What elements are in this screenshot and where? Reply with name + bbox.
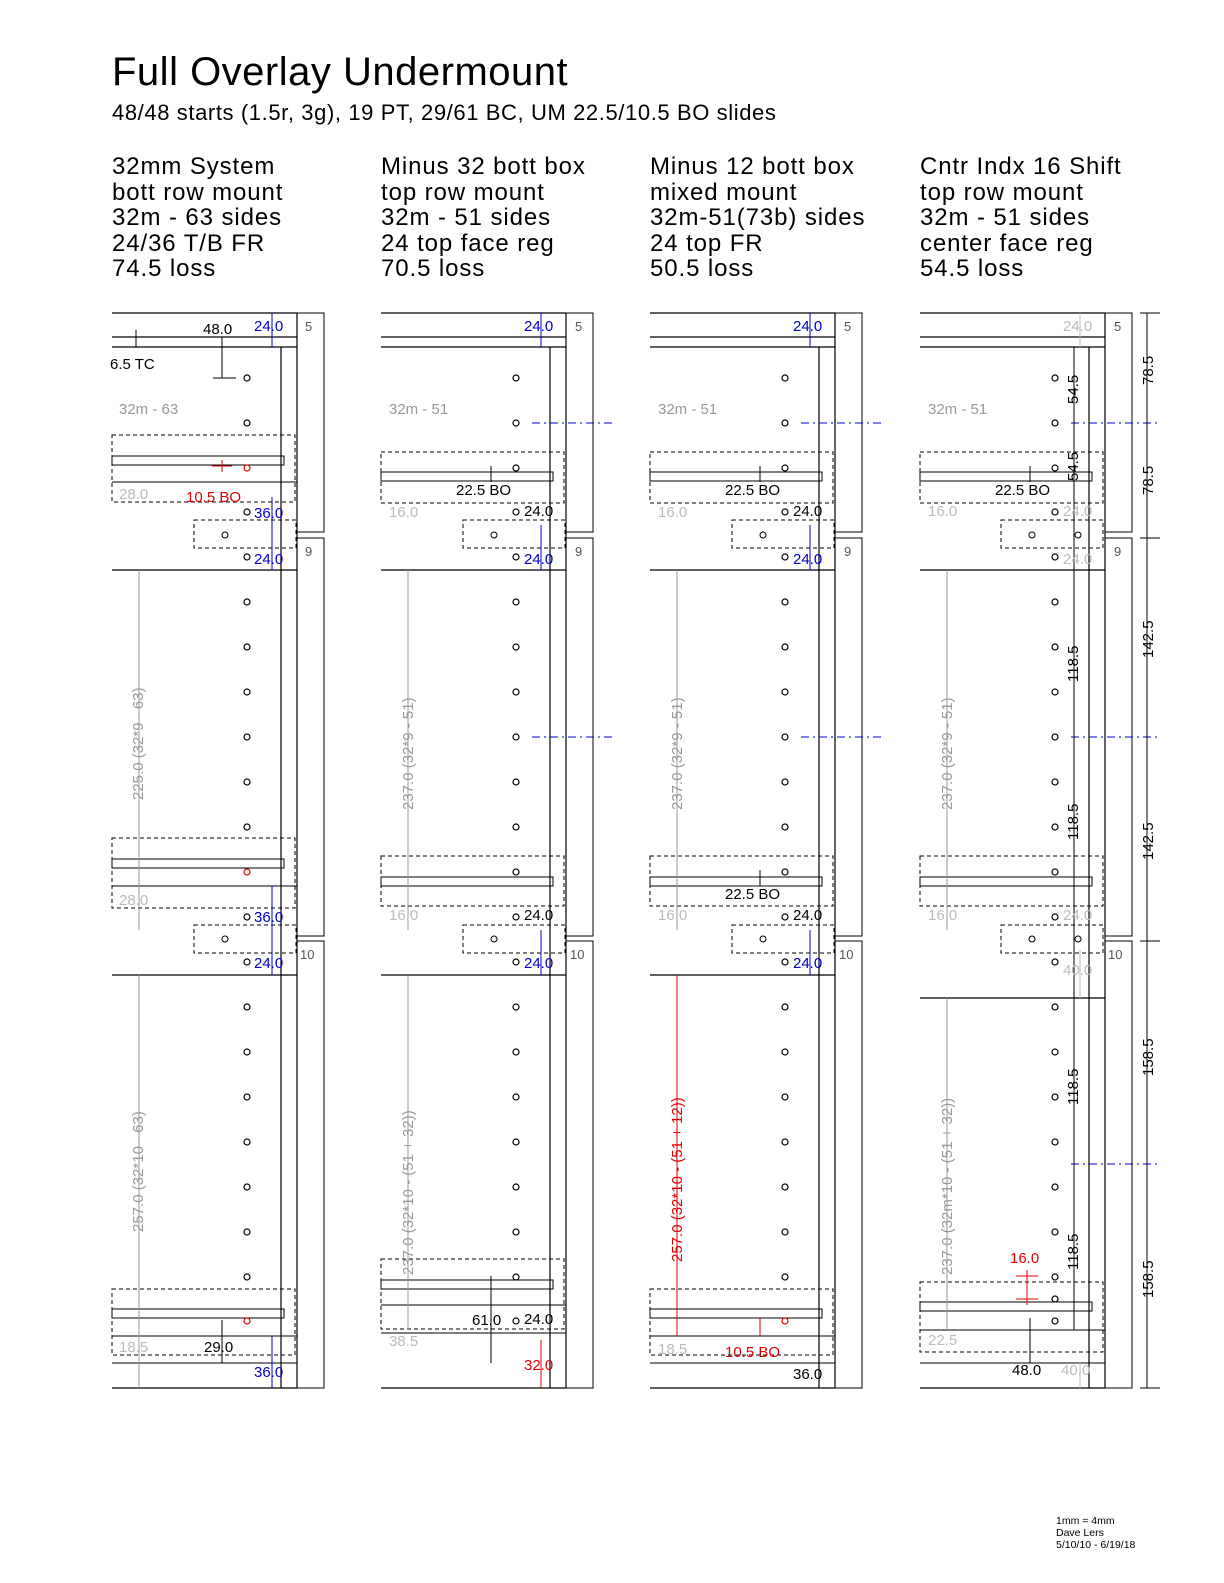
drawer-number: 9 xyxy=(575,544,583,559)
dim-label: 257.0 (32*10 - (51 + 12)) xyxy=(669,1097,686,1262)
header-line: top row mount xyxy=(920,178,1084,206)
header-line: center face reg xyxy=(920,229,1094,257)
dim-label: 61.0 xyxy=(472,1312,502,1329)
drawer-face-5 xyxy=(297,313,324,532)
dim-label: 257.0 (32*10 - 63) xyxy=(130,1111,147,1232)
dim-label: 10.5 BO xyxy=(725,1344,781,1361)
drawer-face-10 xyxy=(297,941,324,1388)
dim-label: 48.0 xyxy=(1012,1362,1042,1379)
dim-label: 24.0 xyxy=(254,318,284,335)
header-line: 24 top face reg xyxy=(381,229,555,257)
column-4-drawing xyxy=(920,313,1160,1388)
drawer-number: 5 xyxy=(844,319,852,334)
drawer-number: 10 xyxy=(1108,947,1123,962)
drawer-face-10 xyxy=(566,941,593,1388)
dim-label: 36.0 xyxy=(254,505,284,522)
dim-label: 24.0 xyxy=(524,955,554,972)
dim-label: 118.5 xyxy=(1065,1233,1082,1270)
dim-label: 118.5 xyxy=(1065,1068,1082,1105)
dim-label: 24.0 xyxy=(524,551,554,568)
dim-label: 16.0 xyxy=(1010,1250,1040,1267)
dim-label: 36.0 xyxy=(254,1364,284,1381)
page-title: Full Overlay Undermount xyxy=(112,50,569,94)
dim-label: 16.0 xyxy=(389,907,419,924)
side-label: 32m - 51 xyxy=(928,401,988,418)
dim-label: 16.0 xyxy=(389,504,419,521)
dim-label: 18.5 xyxy=(658,1341,688,1358)
dim-label: 24.0 xyxy=(793,955,823,972)
header-line: bott row mount xyxy=(112,178,284,206)
header-line: Cntr Indx 16 Shift xyxy=(920,153,1122,180)
dim-label: 24.0 xyxy=(1063,503,1093,520)
dim-label: 32.0 xyxy=(524,1357,554,1374)
side-label: 32m - 63 xyxy=(119,401,179,418)
dim-label: 78.5 xyxy=(1140,355,1157,385)
header-line: 74.5 loss xyxy=(112,255,217,283)
header-line: Minus 32 bott box xyxy=(381,153,586,180)
dim-label: 22.5 BO xyxy=(456,482,512,499)
author: Dave Lers xyxy=(1056,1527,1104,1539)
drawer-number: 10 xyxy=(570,947,585,962)
dim-label: 54.5 xyxy=(1065,451,1082,481)
dim-label: 10.5 BO xyxy=(186,489,242,506)
dim-label: 16.0 xyxy=(658,907,688,924)
dim-label: 237.0 (32*9 - 51) xyxy=(669,697,686,810)
dim-label: 28.0 xyxy=(119,486,149,503)
dim-label: 29.0 xyxy=(204,1339,234,1356)
page-subtitle: 48/48 starts (1.5r, 3g), 19 PT, 29/61 BC, UM 22.5/10.5 BO slides xyxy=(112,100,777,125)
dim-label: 24.0 xyxy=(793,551,823,568)
dim-label: 225.0 (32*9 - 63) xyxy=(130,687,147,800)
drawer-number: 9 xyxy=(305,544,313,559)
dim-label: 24.0 xyxy=(793,907,823,924)
scale-note: 1mm = 4mm xyxy=(1056,1515,1115,1527)
drawer-number: 5 xyxy=(305,319,313,334)
dim-label: 16.0 xyxy=(928,907,958,924)
header-line: 32mm System xyxy=(112,153,276,180)
side-label: 32m - 51 xyxy=(658,401,718,418)
dim-label: 24.0 xyxy=(254,551,284,568)
dim-label: 142.5 xyxy=(1140,822,1157,860)
dim-label: 18.5 xyxy=(119,1339,149,1356)
dim-label: 158.5 xyxy=(1140,1260,1157,1298)
header-line: 32m - 63 sides xyxy=(112,204,283,232)
dim-label: 237.0 (32m*10 - (51 + 32)) xyxy=(939,1097,956,1275)
dim-label: 78.5 xyxy=(1140,465,1157,495)
header-line: 24/36 T/B FR xyxy=(112,229,266,257)
dim-label: 36.0 xyxy=(793,1366,823,1383)
dim-label: 22.5 xyxy=(928,1332,958,1349)
dim-label: 16.0 xyxy=(928,503,958,520)
dim-label: 24.0 xyxy=(1063,551,1093,568)
dim-label: 40.0 xyxy=(1061,1362,1091,1379)
drawing-footer xyxy=(1056,1515,1135,1551)
drawer-number: 9 xyxy=(1114,544,1122,559)
header-line: 24 top FR xyxy=(650,229,764,257)
dim-label: 24.0 xyxy=(793,318,823,335)
column-3-drawing xyxy=(650,313,884,1388)
dim-label: 48.0 xyxy=(203,321,233,338)
header-line: 32m - 51 sides xyxy=(920,204,1091,232)
header-line: Minus 12 bott box xyxy=(650,153,855,180)
dim-label: 6.5 TC xyxy=(110,356,155,373)
drawer-face-9 xyxy=(297,538,324,936)
drawer-number: 10 xyxy=(839,947,854,962)
drawer-number: 9 xyxy=(844,544,852,559)
dim-label: 24.0 xyxy=(524,1311,554,1328)
dim-label: 24.0 xyxy=(524,318,554,335)
header-line: 32m-51(73b) sides xyxy=(650,204,866,232)
dim-label: 24.0 xyxy=(524,503,554,520)
dim-label: 24.0 xyxy=(1063,907,1093,924)
dim-label: 22.5 BO xyxy=(995,482,1051,499)
dim-label: 158.5 xyxy=(1140,1038,1157,1076)
dim-label: 24.0 xyxy=(1063,318,1093,335)
dim-label: 142.5 xyxy=(1140,620,1157,658)
dim-label: 24.0 xyxy=(254,955,284,972)
dim-label: 24.0 xyxy=(524,907,554,924)
drawer-face-10 xyxy=(835,941,862,1388)
drawer-number: 5 xyxy=(575,319,583,334)
dim-label: 118.5 xyxy=(1065,645,1082,682)
header-line: 50.5 loss xyxy=(650,255,755,283)
date-range: 5/10/10 - 6/19/18 xyxy=(1056,1539,1136,1551)
dim-label: 16.0 xyxy=(658,504,688,521)
dim-label: 237.0 (32*10 - (51 + 32)) xyxy=(400,1110,417,1275)
dim-label: 28.0 xyxy=(119,892,149,909)
side-label: 32m - 51 xyxy=(389,401,449,418)
dim-label: 24.0 xyxy=(793,503,823,520)
system-holes xyxy=(1052,375,1058,1324)
dim-label: 22.5 BO xyxy=(725,482,781,499)
column-2-drawing xyxy=(381,313,614,1388)
header-line: mixed mount xyxy=(650,178,798,206)
dim-label: 40.0 xyxy=(1063,962,1093,979)
header-line: top row mount xyxy=(381,178,545,206)
drawer-number: 10 xyxy=(300,947,315,962)
header-line: 32m - 51 sides xyxy=(381,204,552,232)
header-line: 54.5 loss xyxy=(920,255,1025,283)
system-holes xyxy=(782,375,788,1324)
dim-label: 36.0 xyxy=(254,909,284,926)
dim-label: 38.5 xyxy=(389,1333,419,1350)
column-1-drawing xyxy=(110,313,324,1388)
dim-label: 54.5 xyxy=(1065,374,1082,404)
drawer-number: 5 xyxy=(1114,319,1122,334)
dim-label: 237.0 (32*9 - 51) xyxy=(939,697,956,810)
system-holes xyxy=(244,375,250,1324)
dim-label: 118.5 xyxy=(1065,803,1082,840)
dim-label: 22.5 BO xyxy=(725,886,781,903)
dim-label: 237.0 (32*9 - 51) xyxy=(400,697,417,810)
header-line: 70.5 loss xyxy=(381,255,486,283)
system-holes xyxy=(513,375,519,1324)
